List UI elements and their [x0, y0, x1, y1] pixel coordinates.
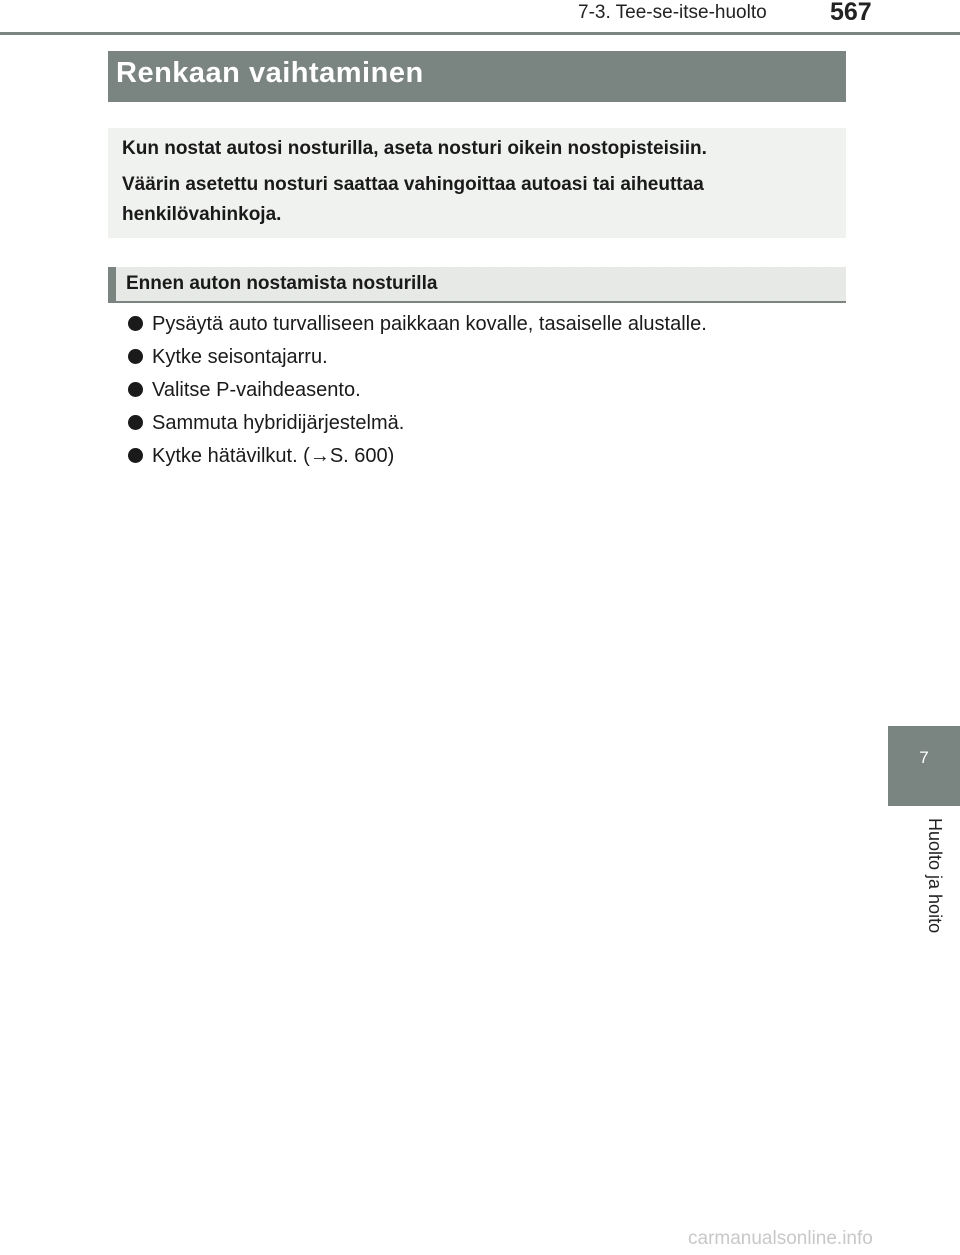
list-item-text: Valitse P-vaihdeasento. — [152, 379, 361, 401]
list-item-text: Kytke hätävilkut. (→S. 600) — [152, 445, 395, 467]
bullet-icon — [128, 448, 143, 463]
list-item — [128, 346, 328, 369]
chapter-label: Huolto ja hoito — [925, 818, 945, 934]
list-item-text: Sammuta hybridijärjestelmä. — [152, 412, 405, 434]
header-section-title: 7-3. Tee-se-itse-huolto — [578, 2, 767, 23]
intro-line-3: henkilövahinkoja. — [122, 204, 282, 225]
chapter-tab — [888, 726, 960, 806]
subheading-bar — [108, 267, 846, 303]
section-title-bar — [108, 51, 846, 102]
intro-line-2: Väärin asetettu nosturi saattaa vahingoittaa autoasi tai aiheuttaa — [122, 174, 704, 195]
list-item — [128, 445, 394, 468]
watermark: carmanualsonline.info — [688, 1228, 873, 1249]
list-item-text: Pysäytä auto turvalliseen paikkaan kovalle, tasaiselle alustalle. — [152, 313, 707, 335]
bullet-icon — [128, 415, 143, 430]
subheading-accent — [108, 267, 116, 301]
list-item — [128, 412, 404, 435]
list-item — [128, 313, 707, 336]
header-divider — [0, 32, 960, 35]
page-number: 567 — [830, 0, 872, 26]
chapter-number: 7 — [919, 748, 929, 767]
subheading: Ennen auton nostamista nosturilla — [126, 273, 438, 294]
intro-line-1: Kun nostat autosi nosturilla, aseta nosturi oikein nostopisteisiin. — [122, 138, 707, 159]
intro-box — [108, 128, 846, 238]
bullet-icon — [128, 349, 143, 364]
list-item-text: Kytke seisontajarru. — [152, 346, 328, 368]
list-item — [128, 379, 361, 402]
bullet-icon — [128, 316, 143, 331]
bullet-icon — [128, 382, 143, 397]
section-title: Renkaan vaihtaminen — [116, 57, 424, 89]
